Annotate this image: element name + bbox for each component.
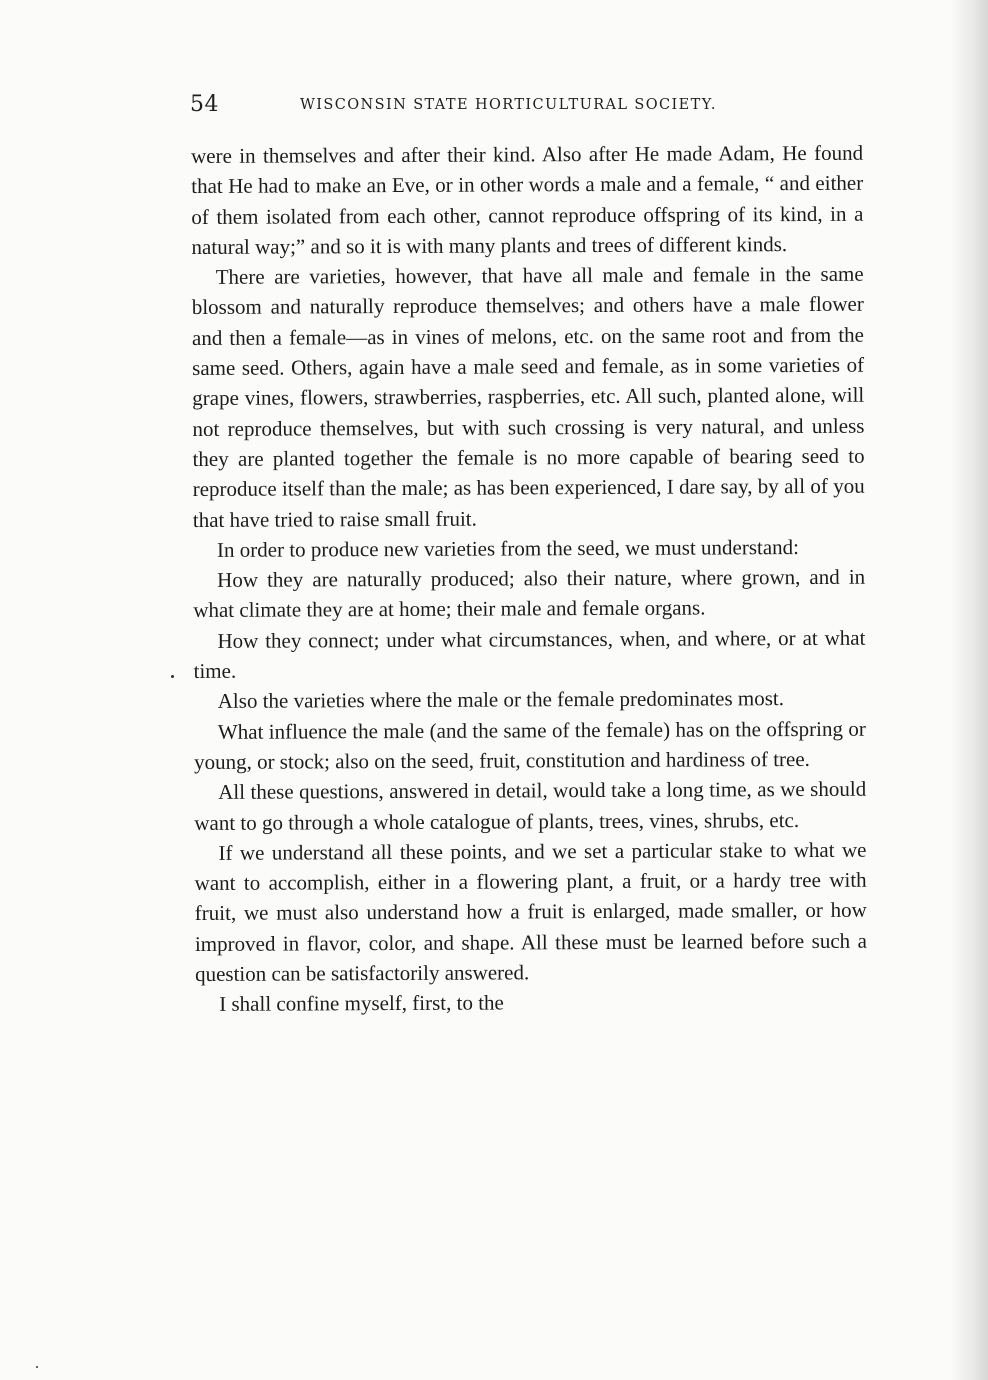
paragraph-4: How they are naturally produced; also their nature, where grown, and in what climate they are at home; their male and female organs. bbox=[193, 564, 866, 623]
paragraph-6: Also the varieties where the male or the female predominates most. bbox=[217, 686, 785, 714]
paragraph-5: How they connect; under what circumstances, when, and where, or at what time. bbox=[193, 625, 866, 684]
paragraph-8: All these questions, answered in detail, would take a long time, as we should want to go through a whole catalogue of plants, trees, vines, shrubs, etc. bbox=[194, 776, 867, 835]
paragraph-3: In order to produce new varieties from the seed, we must understand: bbox=[216, 534, 800, 562]
paragraph-9: If we understand all these points, and we set a particular stake to what we want to accomplish, either in a flowering plant, a fruit, or a hardy tree with fruit, we must also understand how a fruit is enlarged, made smaller, or how improved in flavor, color, and shape. All these must be learned before such a question can be satisfactorily answered. bbox=[194, 837, 867, 987]
paragraph-1: were in themselves and after their kind. Also after He made Adam, He found that He had to make an Eve, or in other words a male and a female, “ and either of them isolated from each other, cannot reproduce offspring of its kind, in a natural way;” and so it is with many plants and trees of different kinds. bbox=[191, 140, 864, 259]
body-text bbox=[191, 138, 867, 1020]
scan-speck bbox=[171, 675, 174, 678]
paragraph-10: I shall confine myself, first, to the bbox=[219, 990, 504, 1017]
page-header bbox=[190, 92, 750, 126]
scan-speck bbox=[36, 1366, 38, 1368]
paragraph-2: There are varieties, however, that have all male and female in the same blossom and naturally reproduce themselves; and others have a male flower and then a female—as in vines of melons, etc. on the same root and from the same seed. Others, again have a male seed and female, as in some varieties of grape vines, flowers, strawberries, raspberries, etc. All such, planted alone, will not reproduce themselves, but with such crossing is very natural, and unless they are planted together the female is no more capable of bearing seed to reproduce itself than the male; as has been experienced, I dare say, by all of you that have tried to raise small fruit. bbox=[191, 261, 865, 532]
running-head: WISCONSIN STATE HORTICULTURAL SOCIETY. bbox=[300, 97, 717, 113]
page-number: 54 bbox=[190, 92, 219, 117]
paragraph-7: What influence the male (and the same of the female) has on the offspring or young, or stock; also on the seed, fruit, constitution and hardiness of tree. bbox=[193, 716, 866, 774]
page-edge-shadow bbox=[950, 0, 988, 1380]
